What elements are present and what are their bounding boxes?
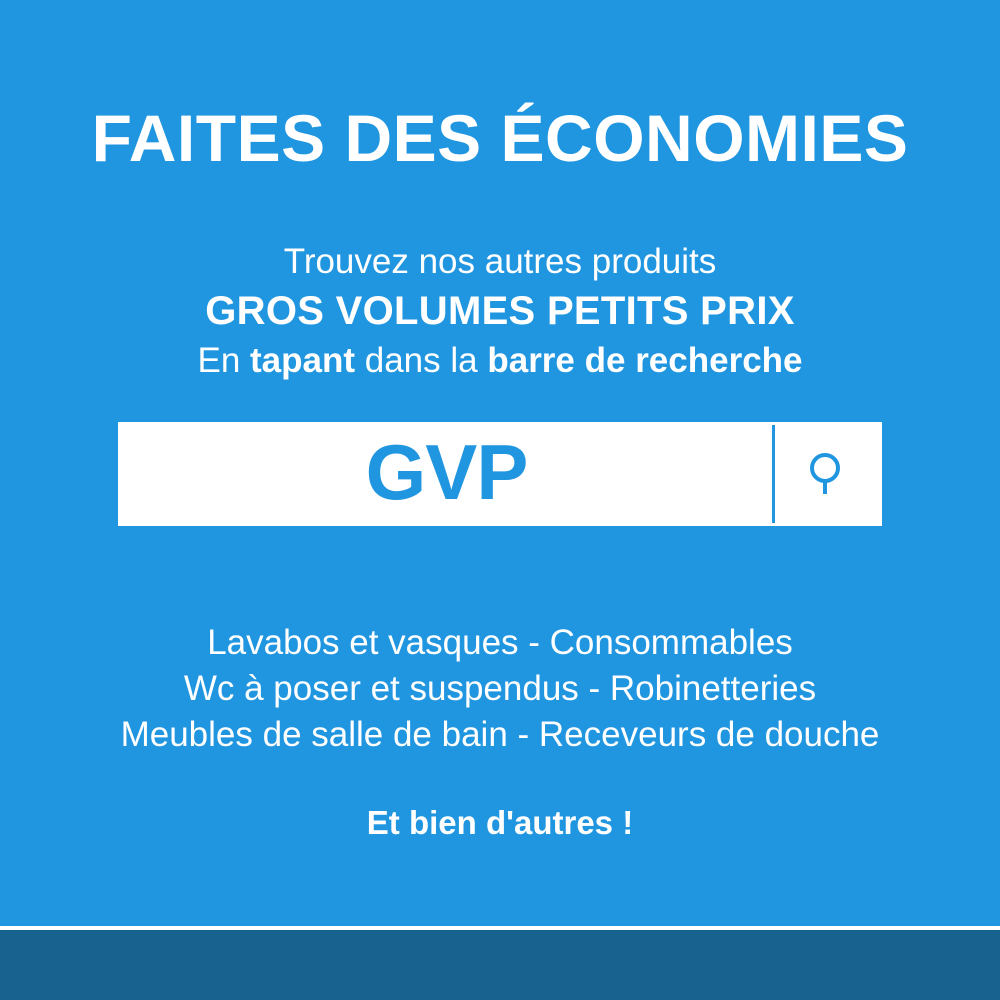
search-button[interactable] xyxy=(772,425,879,523)
product-list-line-3: Meubles de salle de bain - Receveurs de douche xyxy=(120,715,880,755)
subheading-line-3-bold-2: barre de recherche xyxy=(487,341,803,381)
search-bar[interactable] xyxy=(118,422,882,526)
product-list-line-1: Lavabos et vasques - Consommables xyxy=(207,623,793,662)
subheading-block xyxy=(0,238,1000,385)
product-list xyxy=(0,620,1000,759)
bottom-bar xyxy=(0,930,1000,1000)
subheading-line-2: GROS VOLUMES PETITS PRIX xyxy=(205,289,795,334)
subheading-line-3-bold-1: tapant xyxy=(250,341,356,381)
search-input-value: GVP xyxy=(365,428,528,516)
footer-note: Et bien d'autres ! xyxy=(366,804,634,841)
product-list-line-2: Wc à poser et suspendus - Robinetteries xyxy=(183,669,817,709)
page-title: FAITES DES ÉCONOMIES xyxy=(91,101,909,175)
search-input[interactable] xyxy=(121,425,772,523)
subheading-line-3-text-1: En xyxy=(197,341,251,381)
subheading-line-3 xyxy=(0,337,1000,384)
subheading-line-1: Trouvez nos autres produits xyxy=(283,242,717,281)
search-icon xyxy=(799,446,855,502)
subheading-line-3-text-2: dans la xyxy=(355,341,488,381)
